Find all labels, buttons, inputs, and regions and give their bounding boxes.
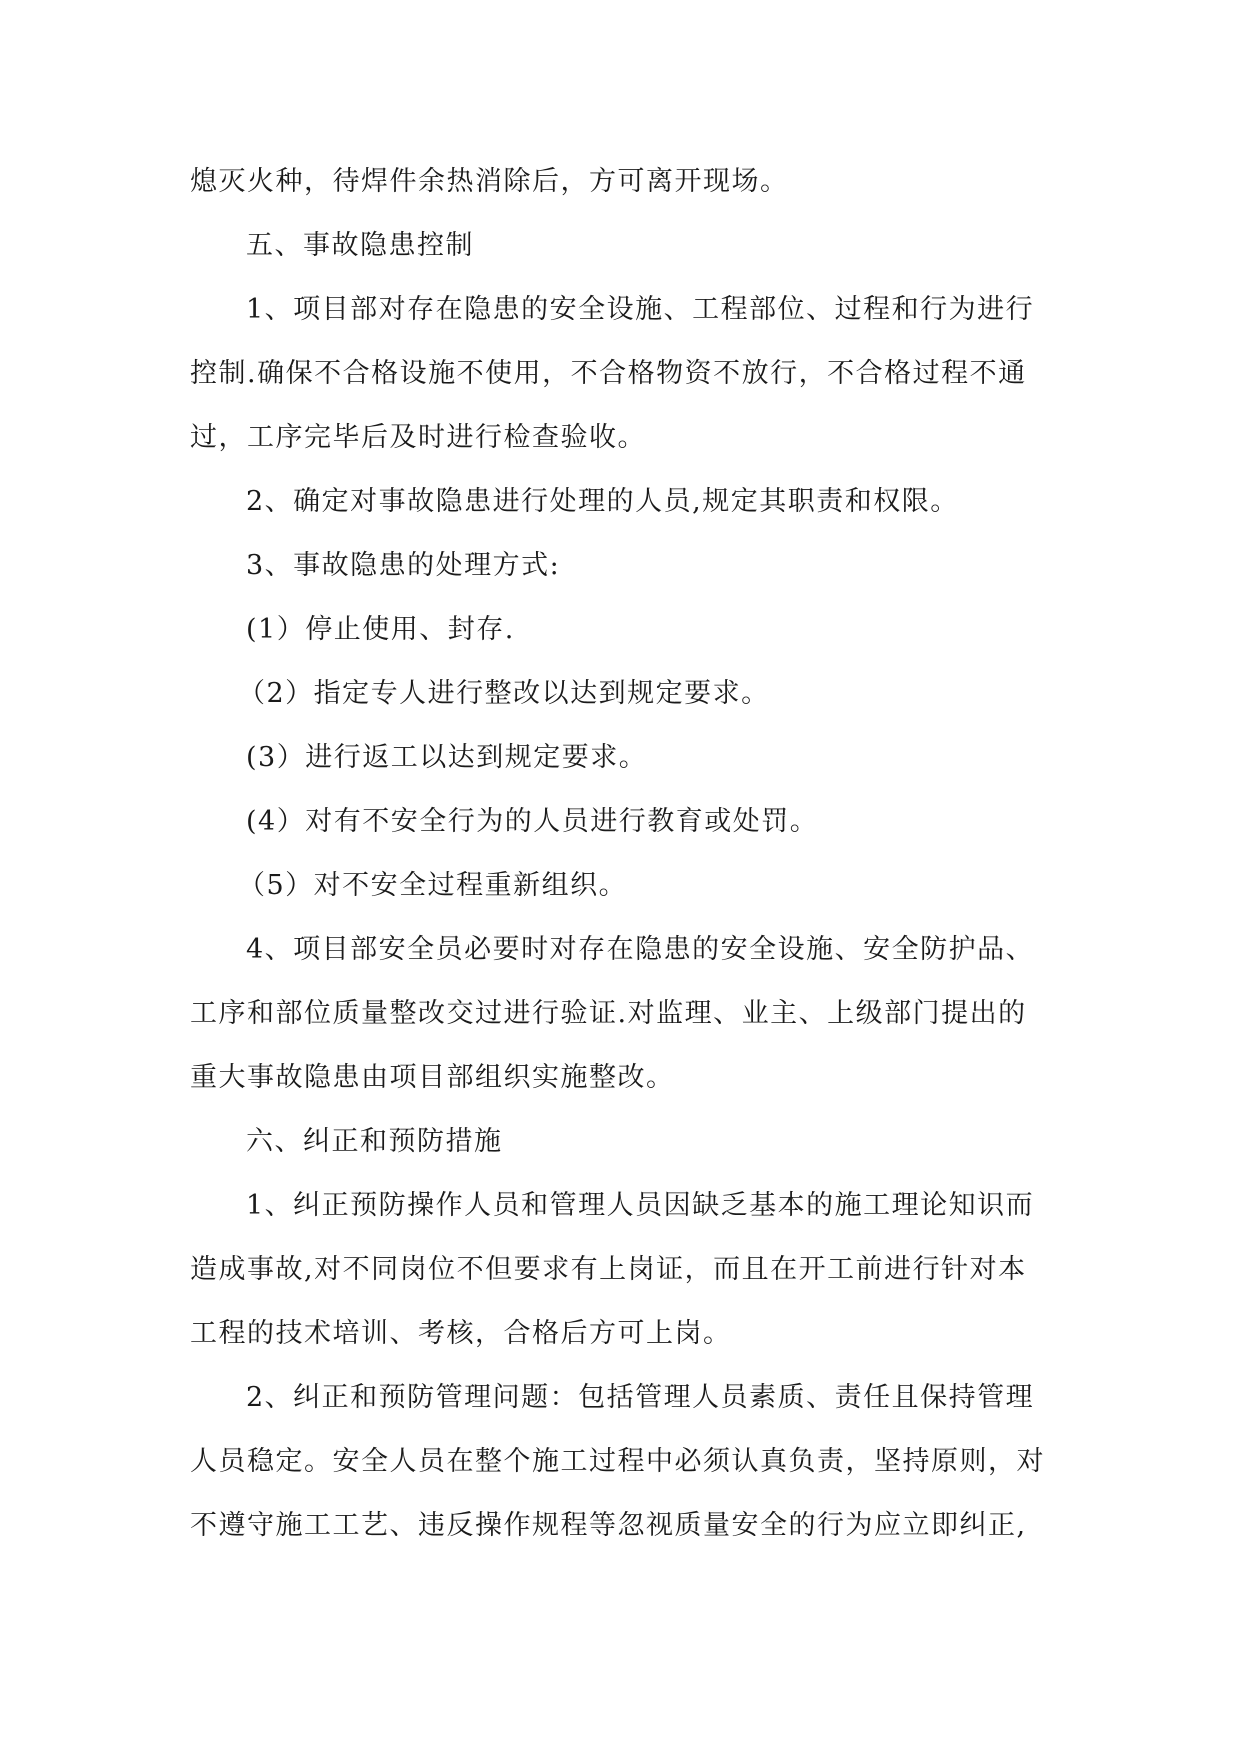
list-item: (4）对有不安全行为的人员进行教育或处罚。 [246, 806, 819, 837]
body-text-line: 不遵守施工工艺、违反操作规程等忽视质量安全的行为应立即纠正, [190, 1510, 1027, 1541]
list-item: (3）进行返工以达到规定要求。 [246, 742, 648, 773]
section-heading: 五、事故隐患控制 [246, 230, 474, 261]
body-text-line: 2、纠正和预防管理问题：包括管理人员素质、责任且保持管理 [246, 1382, 1035, 1413]
body-text-line: 控制.确保不合格设施不使用，不合格物资不放行，不合格过程不通 [190, 358, 1027, 389]
body-text-line: 熄灭火种，待焊件余热消除后，方可离开现场。 [190, 166, 789, 197]
body-text-line: 3、事故隐患的处理方式: [246, 550, 561, 581]
body-text-line: 4、项目部安全员必要时对存在隐患的安全设施、安全防护品、 [246, 934, 1035, 965]
body-text-line: 工序和部位质量整改交过进行验证.对监理、业主、上级部门提出的 [190, 998, 1027, 1029]
body-text-line: 工程的技术培训、考核，合格后方可上岗。 [190, 1318, 732, 1349]
body-text-line: 过，工序完毕后及时进行检查验收。 [190, 422, 646, 453]
body-text-line: 1、纠正预防操作人员和管理人员因缺乏基本的施工理论知识而 [246, 1190, 1035, 1221]
list-item: (1）停止使用、封存. [246, 614, 515, 645]
list-item: （5）对不安全过程重新组织。 [238, 870, 628, 901]
body-text-line: 重大事故隐患由项目部组织实施整改。 [190, 1062, 675, 1093]
body-text-line: 造成事故,对不同岗位不但要求有上岗证，而且在开工前进行针对本 [190, 1254, 1027, 1285]
section-heading: 六、纠正和预防措施 [246, 1126, 503, 1157]
body-text-line: 1、项目部对存在隐患的安全设施、工程部位、过程和行为进行 [246, 294, 1035, 325]
body-text-line: 2、确定对事故隐患进行处理的人员,规定其职责和权限。 [246, 486, 959, 517]
list-item: （2）指定专人进行整改以达到规定要求。 [238, 678, 770, 709]
body-text-line: 人员稳定。安全人员在整个施工过程中必须认真负责，坚持原则，对 [190, 1446, 1045, 1477]
